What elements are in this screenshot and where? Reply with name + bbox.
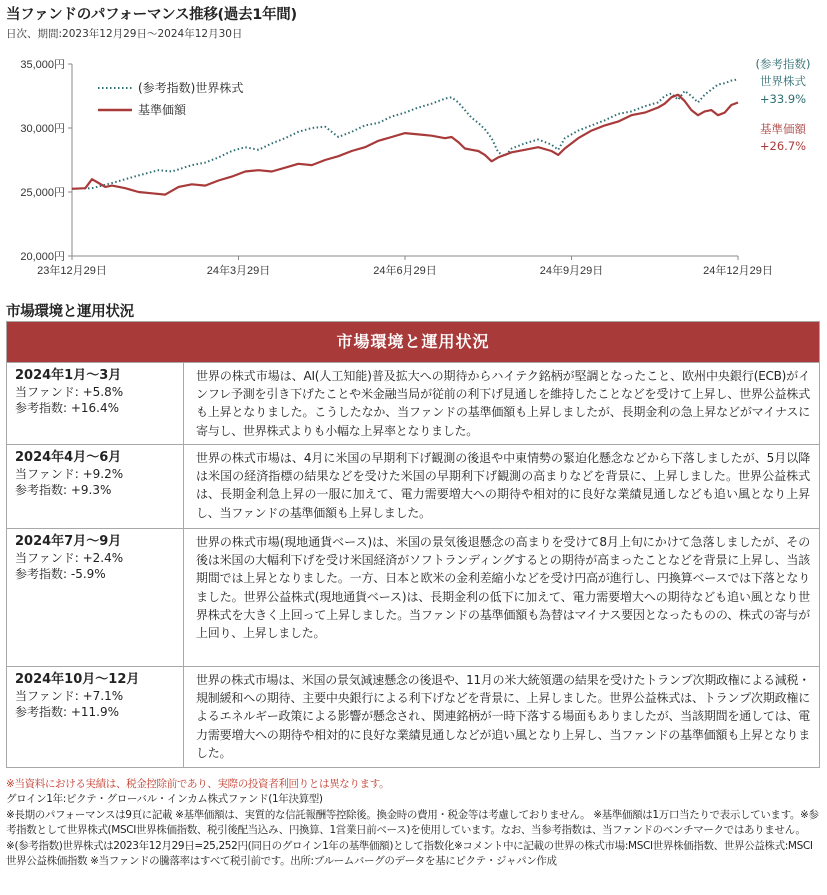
x-axis-ticks: [37, 256, 773, 277]
y-axis-ticks: [20, 58, 72, 263]
x-tick-label: 23年12月29日: [37, 265, 107, 277]
x-tick-label: 24年3月29日: [206, 265, 271, 277]
section-title: 市場環境と運用状況: [6, 304, 134, 320]
disclaimer-note: ※長期のパフォーマンスは9頁に記載 ※基準価額は、実質的な信託報酬等控除後。換金時の費用・税金等は考慮しておりません。 ※基準価額は1万口当たりで表示しています。※参考指数として世界株式(MSCI世界株価指数、税引後配当込み、円換算、1営業日前ベース)を使用しています。なお、当参考指数は、当ファンドのベンチマークではありません。※(参考指数)世界株式は2023年12月29日=25,252円(同日のグロイン1年の基準価額)として指数化※コメント中に記載の世界の株式市場:MSCI世界株価指数、世界公益株式:MSCI世界公益株価指数 ※当ファンドの騰落率はすべて税引前です。出所:ブルームバーグのデータを基にピクテ・ジャパン作成: [6, 808, 819, 868]
period-label: 2024年4月～6月: [15, 450, 122, 465]
index-end-label: 世界株式: [760, 74, 806, 88]
table-row: [7, 666, 819, 767]
index-end-prefix: (参考指数): [755, 57, 811, 71]
fund-return: 当ファンド: +7.1%: [15, 689, 124, 703]
fund-return: 当ファンド: +2.4%: [15, 551, 124, 565]
chart-subtitle: 日次、期間:2023年12月29日～2024年12月30日: [6, 28, 243, 40]
period-label: 2024年7月～9月: [15, 534, 122, 549]
y-tick-label: 35,000円: [20, 59, 65, 71]
period-cell: [7, 363, 184, 444]
x-tick-label: 24年6月29日: [373, 265, 437, 277]
market-table-header: 市場環境と運用状況: [7, 322, 819, 362]
period-label: 2024年10月～12月: [15, 672, 140, 687]
chart-lines: [72, 79, 738, 194]
legend-label: 基準価額: [138, 103, 187, 117]
commentary-text: 世界の株式市場(現地通貨ベース)は、米国の景気後退懸念の高まりを受けて8月上旬にかけて急落しましたが、その後は米国の大幅利下げを受け米国経済がソフトランディングするとの期待が高まったことなどを背景に上昇し、当該期間では上昇となりました。一方、日本と欧米の金利差縮小などを受け円高が進行し、円換算ベースでは下落となりました。世界公益株式(現地通貨ベース)は、長期金利の低下に加えて、電力需要増大への期待なども追い風となり世界株式を大きく上回って上昇しました。当ファンドの基準価額も為替はマイナス要因となったものの、株式の寄与が上回り、上昇しました。: [196, 535, 810, 641]
warning-note: ※当資料における実績は、税金控除前であり、実際の投資者利回りとは異なります。: [6, 778, 390, 790]
footnotes: [6, 777, 821, 869]
commentary-text: 世界の株式市場は、4月に米国の早期利下げ観測の後退や中東情勢の緊迫化懸念などから下落しましたが、5月以降は米国の経済指標の結果などを受けた米国の早期利下げ観測の高まりなどを背景に、上昇しました。世界公益株式は、長期金利急上昇の一服に加えて、電力需要増大への期待や相対的に良好な業績見通しなども追い風となり上昇し、当ファンドの基準価額も上昇しました。: [196, 451, 810, 520]
table-row: [7, 528, 819, 666]
period-cell: [7, 667, 184, 767]
period-cell: [7, 445, 184, 528]
commentary-text: 世界の株式市場は、AI(人工知能)普及拡大への期待からハイテク銘柄が堅調となったこと、欧州中央銀行(ECB)がインフレ予測を引き下げたことや米金融当局が従前の利下げ見通しを維持したことなどを受けて上昇し、世界公益株式も上昇となりました。こうしたなか、当ファンドの基準価額も上昇しましたが、長期金利の急上昇などがマイナスに寄与し、世界株式よりも小幅な上昇率となりました。: [196, 369, 810, 438]
period-label: 2024年1月～3月: [15, 368, 122, 383]
fund-return: 当ファンド: +9.2%: [15, 467, 124, 481]
commentary-text: 世界の株式市場は、米国の景気減速懸念の後退や、11月の米大統領選の結果を受けたトランプ次期政権による減税・規制緩和への期待、主要中央銀行による利下げなどを背景に、上昇しました。世界公益株式は、トランプ次期政権によるエネルギー政策による影響が懸念され、関連銘柄が一時下落する場面もありましたが、当該期間を通しては、電力需要増大への期待や相対的に良好な業績見通しなどが追い風となり上昇し、当ファンドの基準価額も上昇となりました。: [196, 673, 810, 760]
index-return: 参考指数: +11.9%: [15, 705, 120, 719]
fund-end-label: 基準価額: [760, 122, 806, 136]
market-table: [6, 321, 820, 768]
series-end-labels: [756, 57, 811, 153]
fund-return: 当ファンド: +5.8%: [15, 385, 124, 399]
y-tick-label: 30,000円: [20, 123, 65, 135]
y-tick-label: 20,000円: [20, 251, 65, 263]
index-return: 参考指数: +9.3%: [15, 483, 112, 497]
x-tick-label: 24年9月29日: [539, 265, 604, 277]
performance-chart: [0, 48, 827, 290]
fund-end-change: +26.7%: [759, 139, 807, 153]
index-return: 参考指数: +16.4%: [15, 401, 120, 415]
table-row: [7, 444, 819, 528]
x-tick-label: 24年12月29日: [703, 265, 773, 277]
legend-label: (参考指数)世界株式: [138, 81, 244, 95]
y-tick-label: 25,000円: [20, 187, 65, 199]
chart-title: 当ファンドのパフォーマンス推移(過去1年間): [6, 7, 297, 23]
fund-name-note: グロイン1年:ピクテ・グローバル・インカム株式ファンド(1年決算型): [6, 793, 323, 806]
period-cell: [7, 529, 184, 666]
chart-legend: [98, 80, 243, 117]
index-return: 参考指数: -5.9%: [15, 567, 106, 581]
index-end-change: +33.9%: [759, 92, 807, 106]
table-row: [7, 362, 819, 444]
